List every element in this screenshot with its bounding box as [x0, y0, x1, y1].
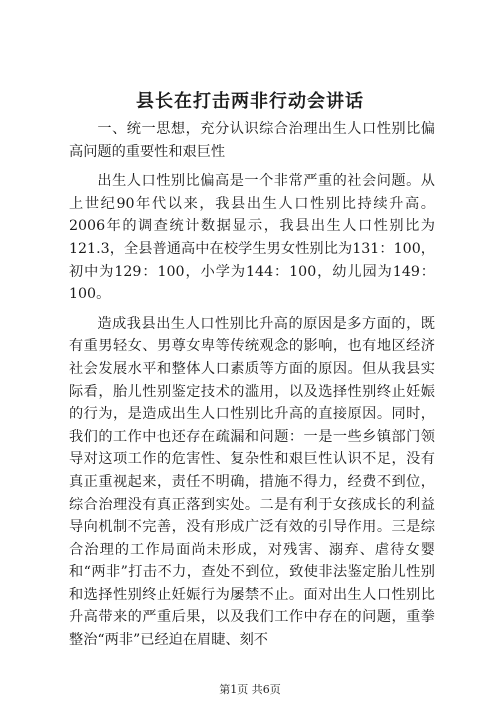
page-number-footer: 第1页 共6页 — [219, 683, 281, 696]
body-paragraph: 出生人口性别比偏高是一个非常严重的社会问题。从上世纪90年代以来，我县出生人口性别比持续升高。2006年的调查统计数据显示，我县出生人口性别比为121.3，全县普通高中在校学生男女性别比为131：100，初中为129：100，小学为144：100，幼儿园为149：100。 — [69, 173, 435, 303]
document-title: 县长在打击两非行动会讲话 — [136, 91, 364, 112]
body-paragraph: 造成我县出生人口性别比升高的原因是多方面的，既有重男轻女、男尊女卑等传统观念的影响，也有地区经济社会发展水平和整体人口素质等方面的原因。但从我县实际看，胎儿性别鉴定技术的滥用，以及选择性别终止妊娠的行为，是造成出生人口性别比升高的直接原因。同时，我们的工作中也还存在疏漏和问题：一是一些乡镇部门领导对这项工作的危害性、复杂性和艰巨性认识不足，没有真正重视起来，责任不明确，措施不得力，经费不到位，综合治理没有真正落到实处。二是有利于女孩成长的利益导向机制不完善，没有形成广泛有效的引导作用。三是综合治理的工作局面尚未形成，对残害、溺弃、虐待女婴和“两非”打击不力，查处不到位，致使非法鉴定胎儿性别和选择性别终止妊娠行为屡禁不止。面对出生人口性别比升高带来的严重后果，以及我们工作中存在的问题，重拳整治“两非”已经迫在眉睫、刻不 — [69, 315, 435, 649]
section-heading: 一、统一思想，充分认识综合治理出生人口性别比偏高问题的重要性和艰巨性 — [69, 121, 435, 160]
document-body — [69, 118, 435, 659]
